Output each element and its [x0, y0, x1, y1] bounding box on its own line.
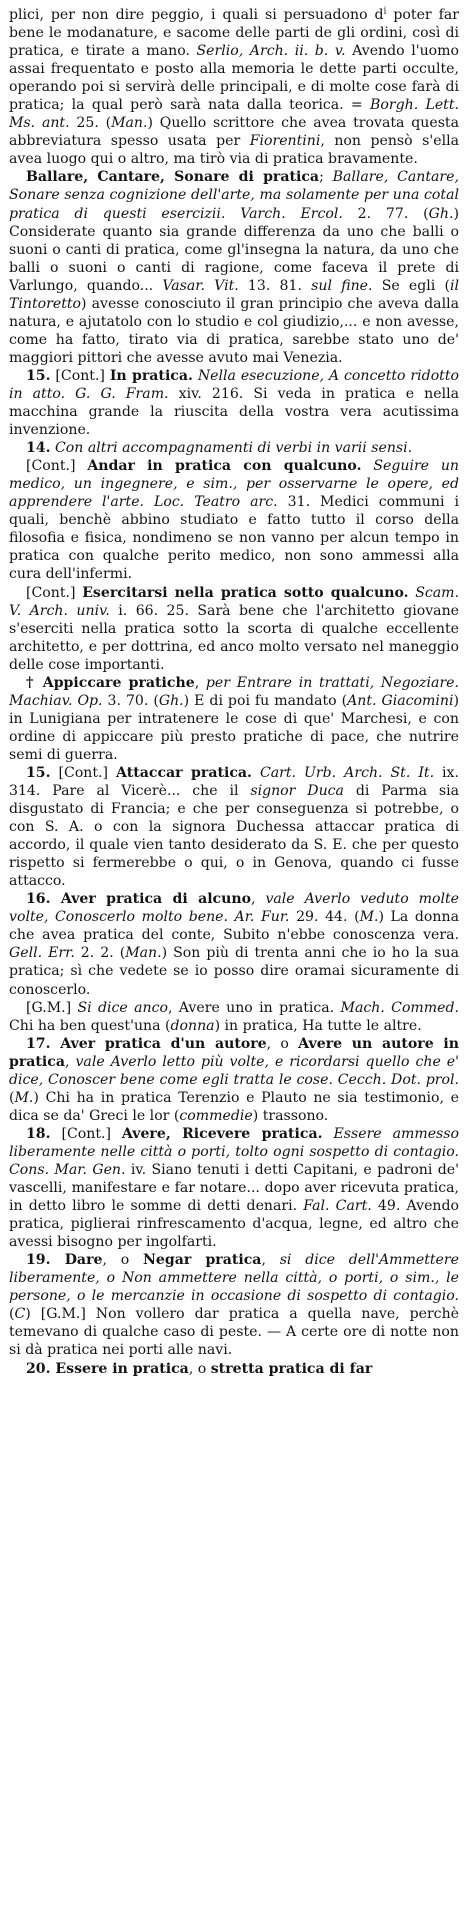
italic-text: Ant. Giacomini — [347, 692, 454, 709]
italic-text: Man. — [111, 115, 148, 132]
headword: 16. Aver pratica di alcuno — [26, 891, 252, 908]
italic-text: Fal. Cart. — [303, 1198, 372, 1215]
body-text: ) avesse conosciuto il gran principio che aveva dalla natura, e ajutatolo con lo studio e col giudizio,... e non avesse, come ha fatto, tirato via di pratica, sarebbe stato uno de' maggiori pittori che avesse avuto mai Venezia. — [9, 295, 459, 366]
italic-text: Ballare, Cantare, Sonare senza cognizione dell'arte, ma solamente per una cotal pratica di questi esercizii. Varch. Ercol. — [9, 169, 459, 222]
dictionary-entry — [9, 1035, 459, 1125]
body-text: [Cont.] — [50, 1125, 122, 1142]
italic-text: Gh. — [158, 692, 184, 709]
headword: † Appiccare pratiche — [26, 674, 195, 691]
headword: In pratica. — [109, 367, 193, 384]
body-text: ) Son più di trenta anni che io ho la sua pratica; sì che vedete se io posso dire oramai sicuramente di conoscerlo. — [9, 945, 459, 998]
body-text — [323, 1126, 334, 1142]
body-text: , — [65, 1053, 76, 1070]
body-text: , — [251, 891, 266, 908]
body-text — [252, 765, 260, 781]
headword: Attaccar pratica. — [116, 764, 252, 781]
body-text: ix. 314. Pare al Vicerè... che il — [9, 764, 459, 800]
italic-text: C — [14, 1306, 26, 1323]
body-text: ) trassono. — [252, 1107, 329, 1124]
dictionary-entry — [9, 168, 459, 367]
body-text: iv. Siano tenuti i detti Capitani, e padroni de' vascelli, manifestare e far notare... dopo aver ricevuta pratica, in detto libro le somme di detti denari. — [9, 1162, 459, 1215]
body-text: xiv. 216. Si veda in pratica e nella macchina grande la riuscita della vostra vera acutissima invenzione. — [9, 385, 459, 439]
headword: stretta pratica di far — [210, 1360, 373, 1377]
dictionary-entry — [9, 457, 459, 583]
dictionary-entry — [9, 1360, 459, 1378]
body-text: 49. Avendo pratica, piglierai rinfrescamento d'acqua, legne, ed altro che avessi bisogno per ingolfarti. — [9, 1198, 459, 1251]
headword: Avere, Ricevere pratica. — [121, 1125, 323, 1142]
body-text: , — [194, 674, 206, 691]
body-text: , o — [266, 1035, 299, 1052]
body-text: ) Considerate quanto sia grande differenza da uno che balli o suoni o canti di pratica, come gl'insegna la natura, da uno che balli o suoni o canti di ragione, come faceva il prete di Varlungo, quando... — [9, 205, 459, 294]
body-text: 25. ( — [69, 115, 112, 132]
headword: Andar in pratica con qualcuno. — [87, 458, 362, 475]
body-text: ; — [319, 169, 333, 186]
body-text: 29. 44. ( — [289, 909, 360, 926]
headword: 19. Dare — [26, 1252, 103, 1269]
body-text: poter far bene le modanature, e sacome delle parti de gli ordini, così di pratica, e tirate a mano. — [9, 7, 459, 60]
headword: Negar pratica — [142, 1252, 262, 1269]
headword: 14. — [26, 440, 51, 457]
body-text: di Parma sia disgustato di Francia; e che per conseguenza si potrebbe, o con S. A. o con la signora Duchessa attaccar pratica di accordo, il quale vien tanto desiderato da S. E. che per questo rispetto si fermerebbe o qui, o in Genova, quando ci fusse attacco. — [9, 783, 459, 890]
dictionary-page-text — [9, 6, 459, 1378]
italic-text: Essere ammesso liberamente nelle città o porti, tolto ogni sospetto di contagio. Cons. Mar. Gen. — [9, 1125, 459, 1178]
body-text: , non pensò s'ella avea luogo qui o altro, ma tirò via di pratica bravamente. — [9, 133, 459, 168]
body-text: 2. 2. ( — [74, 945, 126, 962]
italic-text: sul fine. — [311, 277, 373, 294]
body-text: Avendo l'uomo assai frequentato e posto alla memoria le dette parti occulte, operando poi si servirà delle principali, e di molte cose farà di pratica; la qual però sarà nata dalla teorica. = — [9, 43, 459, 114]
italic-text: Mach. Commed. — [340, 999, 459, 1016]
italic-text: Nella esecuzione, A concetto ridotto in atto. G. G. Fram. — [9, 367, 459, 402]
body-text: ) in pratica, Ha tutte le altre. — [214, 1017, 422, 1034]
italic-text: commedie — [179, 1107, 253, 1124]
italic-text: signor Duca — [250, 783, 344, 800]
dictionary-entry — [9, 674, 459, 764]
superscript-mark: i — [383, 6, 387, 17]
dictionary-entry — [9, 890, 459, 998]
body-text: , o — [102, 1252, 143, 1269]
body-text: ) Quello scrittore che avea trovata questa abbreviatura spesso usata per — [9, 115, 459, 150]
body-text: , o — [188, 1360, 211, 1377]
headword: 17. Aver pratica d'un autore — [26, 1035, 267, 1052]
italic-text: Cart. Urb. Arch. St. It. — [259, 764, 435, 781]
body-text: plici, per non dire peggio, i quali si persuadono d — [9, 7, 384, 23]
headword: 18. — [26, 1125, 51, 1142]
body-text: ( — [9, 1306, 15, 1323]
dictionary-entry — [9, 1251, 459, 1359]
italic-text: vale Averlo veduto molte volte, Conoscerlo molto bene. Ar. Fur. — [9, 891, 459, 926]
body-text: 3. 70. ( — [102, 692, 159, 709]
headword: Esercitarsi nella pratica sotto qualcuno. — [82, 584, 409, 601]
italic-text: Borgh. Lett. Ms. ant. — [9, 97, 459, 132]
italic-text: il Tintoretto — [9, 277, 459, 312]
headword: 15. — [26, 367, 51, 384]
italic-text: Gell. Err. — [9, 945, 75, 962]
headword: Ballare, Cantare, Sonare di pratica — [26, 169, 320, 186]
body-text: ) [G.M.] Non vollero dar pratica a quella nave, perchè temevano di qualche caso di peste. — A certe ore di notte non si dà pratica nei porti alle navi. — [9, 1306, 459, 1359]
dictionary-entry — [9, 999, 459, 1035]
italic-text: vale Averlo letto più volte, e ricordarsi quello che e' dice, Conoscer bene come egli tratta le cose. Cecch. Dot. prol. — [9, 1053, 459, 1088]
dictionary-entry — [9, 584, 459, 674]
body-text: 13. 81. — [238, 277, 312, 294]
body-text: [Cont.] — [50, 764, 117, 781]
headword: Avere un autore in pratica — [9, 1035, 459, 1070]
headword: 15. — [26, 764, 51, 781]
body-text: i. 66. 25. Sarà bene che l'architetto giovane s'eserciti nella pratica sotto la scorta di qualche eccellente architetto, e per dottrina, ed anco molto versato nel maneggio delle cose importanti. — [9, 602, 459, 673]
italic-text: Fiorentini — [249, 133, 321, 150]
body-text: 31. Medici communi i quali, benchè abbino studiato e fatto tutto il corso della filosofia e fisica, nondimeno se non vanno per alcun tempo in pratica con qualche perito medico, non sono ammessi alla cura dell'infermi. — [9, 494, 459, 583]
italic-text: Seguire un medico, un ingegnere, e sim., per osservarne le opere, ed apprendere l'arte. Loc. Teatro arc. — [9, 458, 459, 511]
body-text: Se egli ( — [372, 277, 450, 294]
body-text: 2. 77. ( — [342, 205, 429, 222]
body-text — [362, 458, 374, 474]
italic-text: donna — [170, 1017, 215, 1034]
body-text: , Avere uno in pratica. — [167, 999, 341, 1016]
italic-text: Scam. V. Arch. univ. — [9, 584, 459, 619]
body-text: ) in Lunigiana per intratenere le cose di que' Marchesi, e con ordine di appiccare più presto pratiche di pace, che nutrire semi di guerra. — [9, 692, 459, 763]
body-text: [G.M.] — [26, 999, 78, 1016]
italic-text: si dice dell'Ammettere liberamente, o Non ammettere nella città, o porti, o sim., le persone, o le mercanzie in occasione di sospetto di contagio. — [9, 1252, 459, 1305]
body-text: ) Chi ha in pratica Terenzio e Plauto ne sia testimonio, e dica se da' Greci le lor ( — [9, 1089, 459, 1124]
dictionary-entry — [9, 367, 459, 439]
body-text: [Cont.] — [26, 458, 88, 475]
italic-text: Serlio, Arch. ii. b. v. — [196, 43, 346, 60]
dictionary-entry — [9, 6, 459, 168]
italic-text: Vasar. Vit. — [162, 277, 239, 294]
italic-text: Gh. — [428, 205, 454, 222]
italic-text: Man. — [125, 945, 162, 962]
italic-text: M. — [359, 909, 379, 926]
dictionary-entry — [9, 764, 459, 890]
italic-text: Si dice anco — [77, 999, 168, 1016]
italic-text: M. — [14, 1089, 34, 1106]
dictionary-entry — [9, 439, 459, 457]
italic-text: Con altri accompagnamenti di verbi in varii sensi. — [55, 440, 413, 457]
body-text: , — [261, 1252, 280, 1269]
body-text: [Cont.] — [50, 367, 110, 384]
headword: 20. Essere in pratica — [26, 1360, 189, 1377]
body-text: ( — [9, 1089, 15, 1106]
body-text: ) E di poi fu mandato ( — [183, 692, 348, 709]
body-text: ) La donna che avea pratica del conte, Subito n'ebbe conoscenza vera. — [9, 909, 459, 944]
body-text: Chi ha ben quest'una ( — [9, 1017, 171, 1034]
body-text: [Cont.] — [26, 584, 83, 601]
dictionary-entry — [9, 1125, 459, 1251]
italic-text: per Entrare in trattati, Negoziare. Machiav. Op. — [9, 674, 459, 709]
